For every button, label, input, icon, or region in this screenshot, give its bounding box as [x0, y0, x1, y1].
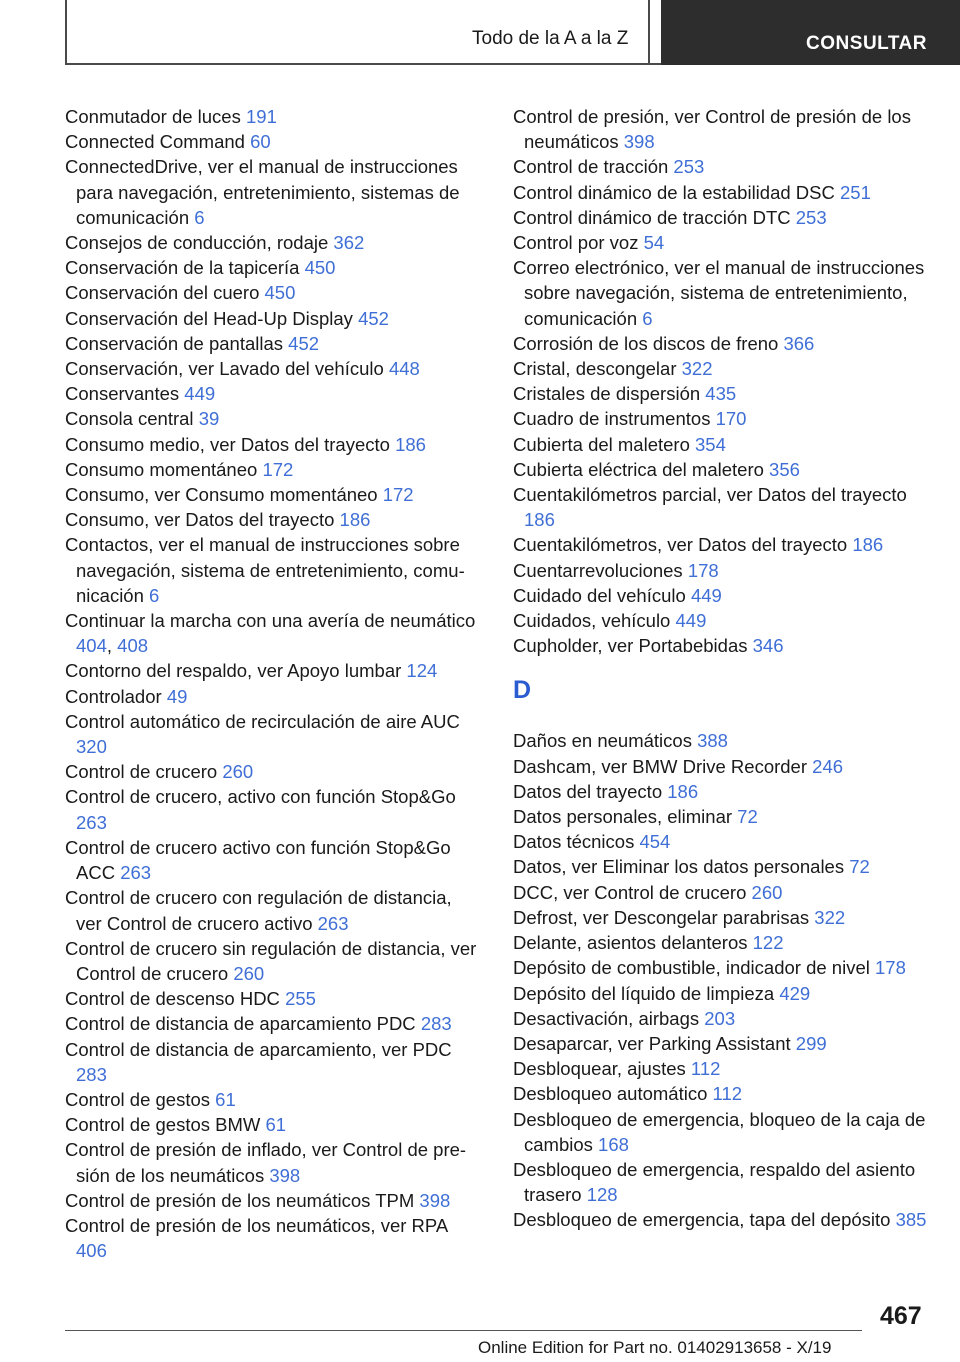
index-entry	[65, 406, 480, 431]
index-entry	[513, 754, 938, 779]
header-rule-divider	[648, 0, 650, 64]
index-entry-term: Cuadro de instrumentos	[513, 408, 716, 430]
index-entry-term: Datos personales, eliminar	[513, 806, 738, 828]
page-reference-link[interactable]: 354	[695, 433, 726, 455]
index-entry-term: Desbloqueo de emergencia, tapa del depósito	[513, 1209, 896, 1231]
index-entry	[65, 306, 480, 331]
page-reference-link[interactable]: 61	[265, 1114, 287, 1136]
index-entry	[513, 180, 938, 205]
consultar-tab-label: CONSULTAR	[806, 33, 927, 54]
index-entry-term: Desactivación, airbags	[513, 1007, 705, 1029]
index-entry	[65, 784, 480, 834]
index-entry	[65, 986, 480, 1011]
index-entry-term: Control por voz	[513, 232, 644, 254]
section-letter-d: D	[513, 676, 532, 705]
index-entry-term: Consejos de conducción, rodaje	[65, 232, 334, 254]
index-entry	[65, 936, 480, 986]
index-entry	[513, 457, 938, 482]
page-number: 467	[880, 1302, 922, 1330]
index-entry-term: Control de tracción	[513, 156, 674, 178]
index-entry-term: Dashcam, ver BMW Drive Recorder	[513, 755, 813, 777]
page-reference-link[interactable]: 124	[406, 660, 438, 682]
index-entry-term: Cuentakilómetros, ver Datos del trayecto	[513, 534, 853, 556]
index-entry	[65, 280, 480, 305]
index-entry	[65, 709, 480, 759]
index-entry	[513, 331, 938, 356]
index-entry-term: Cuentarrevoluciones	[513, 559, 688, 581]
index-entry-term: Depósito de combustible, indicador de nivel	[513, 957, 875, 979]
page-reference-link[interactable]: 260	[222, 761, 254, 783]
page-reference-link[interactable]: 178	[687, 559, 719, 581]
footer-edition-text: Online Edition for Part no. 01402913658 - X/19	[478, 1338, 832, 1357]
index-entry-term: Conservación, ver Lavado del vehículo	[65, 358, 389, 380]
index-entry-term: Conservación de pantallas	[65, 332, 289, 354]
index-entry	[513, 558, 938, 583]
page-reference-link[interactable]: 186	[852, 534, 884, 556]
page-reference-link[interactable]: 449	[184, 383, 216, 405]
page-reference-link[interactable]: 450	[264, 282, 296, 304]
index-entry-term: Consumo medio, ver Datos del trayecto	[65, 433, 396, 455]
index-entry	[65, 230, 480, 255]
index-entry	[513, 779, 938, 804]
index-entry	[65, 482, 480, 507]
index-entry	[65, 1137, 480, 1187]
index-entry-term: Desaparcar, ver Parking Assistant	[513, 1032, 796, 1054]
page-reference-link[interactable]: 452	[358, 307, 389, 329]
page-reference-link[interactable]: 449	[675, 610, 707, 632]
page-reference-link[interactable]: 362	[333, 232, 365, 254]
page-reference-link[interactable]: 450	[304, 257, 336, 279]
index-entry	[513, 1081, 938, 1106]
index-entry-term: Defrost, ver Descongelar parabrisas	[513, 906, 815, 928]
header-rule-left	[65, 0, 67, 64]
index-entry-term: Control de crucero, activo con función Stop&Go	[65, 786, 456, 808]
index-entry	[65, 255, 480, 280]
index-entry	[65, 1037, 480, 1087]
index-entry-term: Desbloqueo automático	[513, 1083, 713, 1105]
index-entry-term: Corrosión de los discos de freno	[513, 332, 784, 354]
page-reference-link[interactable]: 408	[117, 635, 149, 657]
page-reference-link[interactable]: 452	[288, 332, 320, 354]
index-entry-term: Control dinámico de tracción DTC	[513, 206, 796, 228]
index-entry	[513, 205, 938, 230]
index-entry-term: Control de distancia de aparcamiento PDC	[65, 1013, 421, 1035]
index-entry-term: Datos técnicos	[513, 831, 640, 853]
page-reference-link[interactable]: 255	[285, 988, 316, 1010]
page-reference-link[interactable]: 186	[667, 780, 699, 802]
index-entry-term: Consumo, ver Consumo momentáneo	[65, 484, 383, 506]
index-entry	[65, 356, 480, 381]
index-entry	[513, 1207, 938, 1232]
page-reference-link[interactable]: 398	[269, 1164, 301, 1186]
page-reference-link[interactable]: 49	[166, 685, 188, 707]
page-reference-link[interactable]: 203	[704, 1007, 736, 1029]
index-entry-term: Control automático de recirculación de aire AUC	[65, 710, 460, 732]
page-reference-link[interactable]: 112	[690, 1058, 721, 1080]
index-entry-term: Cristales de dispersión	[513, 383, 706, 405]
page-reference-link[interactable]: 283	[76, 1063, 107, 1085]
index-entry	[513, 356, 938, 381]
index-entry	[513, 482, 938, 532]
page-reference-link[interactable]: 404	[76, 635, 107, 657]
index-entry-term: Desbloqueo de emergencia, bloqueo de la caja de cambios	[513, 1108, 926, 1155]
page-reference-link[interactable]: 263	[120, 862, 152, 884]
index-entry	[65, 1087, 480, 1112]
consultar-tab[interactable]	[661, 0, 960, 65]
index-entry	[65, 154, 480, 230]
page-reference-link[interactable]: 178	[875, 957, 906, 979]
index-entry-term: ConnectedDrive, ver el manual de instrucciones para navegación, entretenimiento, sistemas de comunicación	[65, 156, 460, 228]
page-reference-link[interactable]: 398	[419, 1189, 451, 1211]
index-entry-term: Consola central	[65, 408, 199, 430]
index-entry	[65, 1188, 480, 1213]
index-group-d	[513, 728, 938, 1232]
page-reference-link[interactable]: 191	[246, 106, 277, 127]
index-entry	[65, 532, 480, 608]
index-entry-term: Datos del trayecto	[513, 780, 668, 802]
index-entry	[513, 905, 938, 930]
index-entry	[65, 507, 480, 532]
index-entry-term: Correo electrónico, ver el manual de instrucciones sobre navegación, sistema de entretenimiento, comunicación	[513, 257, 925, 329]
page-reference-link[interactable]: 186	[395, 433, 426, 455]
index-entry	[513, 104, 938, 154]
page-reference-link[interactable]: 388	[697, 730, 728, 752]
page-reference-link[interactable]: 253	[673, 156, 705, 178]
index-entry-term: Control de gestos BMW	[65, 1114, 266, 1136]
index-entry-term: Cubierta eléctrica del maletero	[513, 458, 770, 480]
page-reference-link[interactable]: 72	[737, 806, 758, 828]
index-entry	[65, 835, 480, 885]
index-entry-term: Contactos, ver el manual de instrucciones sobre navegación, sistema de entretenimiento, comunicación	[65, 534, 465, 606]
index-entry	[513, 255, 938, 331]
index-entry	[513, 230, 938, 255]
page-reference-link[interactable]: 449	[690, 584, 722, 606]
page-reference-link[interactable]: 435	[705, 383, 737, 405]
page-reference-link[interactable]: 172	[262, 458, 294, 480]
index-entry	[65, 1213, 480, 1263]
page-reference-link[interactable]: 366	[783, 332, 815, 354]
page-reference-link[interactable]: 246	[812, 755, 844, 777]
page-reference-link[interactable]: 283	[420, 1013, 452, 1035]
index-entry-term: Daños en neumáticos	[513, 730, 698, 752]
index-entry-term: Control de crucero con regulación de distancia, ver Control de crucero activo	[65, 887, 452, 934]
index-entry-term: Cuentakilómetros parcial, ver Datos del trayecto	[513, 484, 907, 506]
page-reference-link[interactable]: 263	[76, 811, 107, 833]
index-entry-term: Cuidados, vehículo	[513, 610, 676, 632]
index-entry-term: Cubierta del maletero	[513, 433, 696, 455]
index-entry	[513, 633, 938, 658]
page-reference-link[interactable]: 429	[779, 982, 811, 1004]
index-entry-term: Control de distancia de aparcamiento, ver PDC	[65, 1038, 452, 1060]
index-entry	[513, 154, 938, 179]
index-entry	[65, 331, 480, 356]
index-entry-term: Control de gestos	[65, 1088, 216, 1110]
index-entry	[513, 532, 938, 557]
index-column-right	[513, 104, 938, 1233]
index-entry-term: Cuidado del vehículo	[513, 584, 691, 606]
index-entry-term: Depósito del líquido de limpieza	[513, 982, 780, 1004]
index-entry-term: Control de presión de inflado, ver Control de presión de los neumáticos	[65, 1139, 467, 1186]
index-entry	[513, 583, 938, 608]
index-entry	[65, 1011, 480, 1036]
index-entry-term: Control de crucero sin regulación de distancia, ver Control de crucero	[65, 937, 477, 984]
page-reference-link[interactable]: 170	[715, 408, 747, 430]
index-entry-term: Control de crucero activo con función Stop&Go ACC	[65, 836, 451, 884]
index-entry	[65, 684, 480, 709]
index-entry	[65, 381, 480, 406]
index-entry-term: Desbloqueo de emergencia, respaldo del asiento trasero	[513, 1158, 916, 1206]
page-reference-link[interactable]: 122	[752, 932, 784, 954]
index-entry-term: Connected Command	[65, 131, 251, 153]
index-entry-term: Delante, asientos delanteros	[513, 932, 753, 954]
page-reference-link[interactable]: 356	[769, 458, 800, 480]
page-reference-link[interactable]: 61	[215, 1088, 236, 1110]
page-reference-link[interactable]: 260	[233, 962, 265, 984]
page-reference-link[interactable]: 320	[76, 736, 107, 758]
index-entry-term: Conservación del Head-Up Display	[65, 307, 359, 329]
index-entry-term: Datos, ver Eliminar los datos personales	[513, 856, 850, 878]
page-reference-link[interactable]: 448	[388, 358, 420, 380]
index-entry-term: DCC, ver Control de crucero	[513, 881, 752, 903]
index-entry	[513, 1107, 938, 1157]
index-entry	[65, 1112, 480, 1137]
page-separator: ,	[106, 635, 118, 657]
index-entry-term: Conservación de la tapicería	[65, 257, 305, 279]
index-entry-term: Continuar la marcha con una avería de neumático	[65, 610, 476, 632]
page-reference-link[interactable]: 186	[524, 509, 555, 531]
index-entry-term: Cristal, descongelar	[513, 358, 682, 380]
index-entry-term: Control de crucero	[65, 761, 223, 783]
index-entry-term: Cupholder, ver Portabebidas	[513, 635, 753, 657]
page-reference-link[interactable]: 54	[643, 232, 665, 254]
index-entry-term: Contorno del respaldo, ver Apoyo lumbar	[65, 660, 407, 682]
index-entry-term: Control de presión, ver Control de presión de los neumáticos	[513, 106, 911, 153]
index-entry	[513, 1157, 938, 1207]
page-reference-link[interactable]: 6	[642, 307, 653, 329]
page-reference-link[interactable]: 172	[382, 484, 414, 506]
page-reference-link[interactable]: 454	[639, 831, 671, 853]
index-entry	[65, 658, 480, 683]
index-entry	[513, 381, 938, 406]
index-entry-term: Conservación del cuero	[65, 282, 265, 304]
page-reference-link[interactable]: 168	[598, 1133, 629, 1155]
page-reference-link[interactable]: 251	[840, 181, 871, 203]
page-reference-link[interactable]: 260	[751, 881, 783, 903]
page-reference-link[interactable]: 60	[250, 131, 271, 153]
index-entry-term: Desbloquear, ajustes	[513, 1058, 691, 1080]
index-entry	[513, 955, 938, 980]
index-entry-term: Consumo, ver Datos del trayecto	[65, 509, 340, 531]
index-entry	[513, 829, 938, 854]
index-entry-term: Control dinámico de la estabilidad DSC	[513, 181, 841, 203]
index-entry-term: Controlador	[65, 685, 167, 707]
page-reference-link[interactable]: 72	[849, 856, 870, 878]
page-reference-link[interactable]: 322	[681, 358, 713, 380]
page-reference-link[interactable]: 6	[194, 206, 205, 228]
index-entry	[65, 457, 480, 482]
index-entry	[513, 981, 938, 1006]
index-entry	[513, 854, 938, 879]
index-entry	[65, 104, 480, 129]
section-title: Todo de la A a la Z	[472, 28, 629, 49]
page-reference-link[interactable]: 39	[198, 408, 220, 430]
page-reference-link[interactable]: 128	[586, 1184, 618, 1206]
index-group-c	[513, 104, 938, 658]
index-entry	[65, 608, 480, 658]
index-entry	[513, 1056, 938, 1081]
index-entry	[65, 432, 480, 457]
page-reference-link[interactable]: 398	[623, 131, 655, 153]
page-reference-link[interactable]: 385	[895, 1209, 927, 1231]
index-entry	[65, 129, 480, 154]
index-entry	[65, 885, 480, 935]
index-column-left	[65, 104, 480, 1263]
page-reference-link[interactable]: 406	[76, 1240, 107, 1262]
page-reference-link[interactable]: 263	[317, 912, 349, 934]
page-reference-link[interactable]: 186	[339, 509, 371, 531]
page-reference-link[interactable]: 322	[814, 906, 846, 928]
index-entry	[513, 432, 938, 457]
index-entry-term: Control de presión de los neumáticos, ver RPA	[65, 1214, 448, 1236]
index-entry-term: Conmutador de luces	[65, 106, 246, 127]
page-reference-link[interactable]: 346	[752, 635, 784, 657]
index-entry	[513, 728, 938, 753]
index-entry	[513, 1031, 938, 1056]
index-entry	[513, 804, 938, 829]
index-entry	[513, 608, 938, 633]
index-entry-term: Consumo momentáneo	[65, 458, 263, 480]
page-reference-link[interactable]: 6	[149, 584, 160, 606]
index-entry	[65, 759, 480, 784]
header-rule-bottom	[65, 63, 661, 65]
page-reference-link[interactable]: 299	[795, 1032, 827, 1054]
index-entry-term: Control de descenso HDC	[65, 988, 286, 1010]
footer-rule	[65, 1330, 862, 1331]
index-entry-term: Conservantes	[65, 383, 185, 405]
page-reference-link[interactable]: 112	[712, 1083, 743, 1105]
index-entry	[513, 1006, 938, 1031]
page-reference-link[interactable]: 253	[795, 206, 827, 228]
index-entry-term: Control de presión de los neumáticos TPM	[65, 1189, 420, 1211]
index-entry	[513, 406, 938, 431]
index-entry	[513, 930, 938, 955]
index-entry	[513, 880, 938, 905]
